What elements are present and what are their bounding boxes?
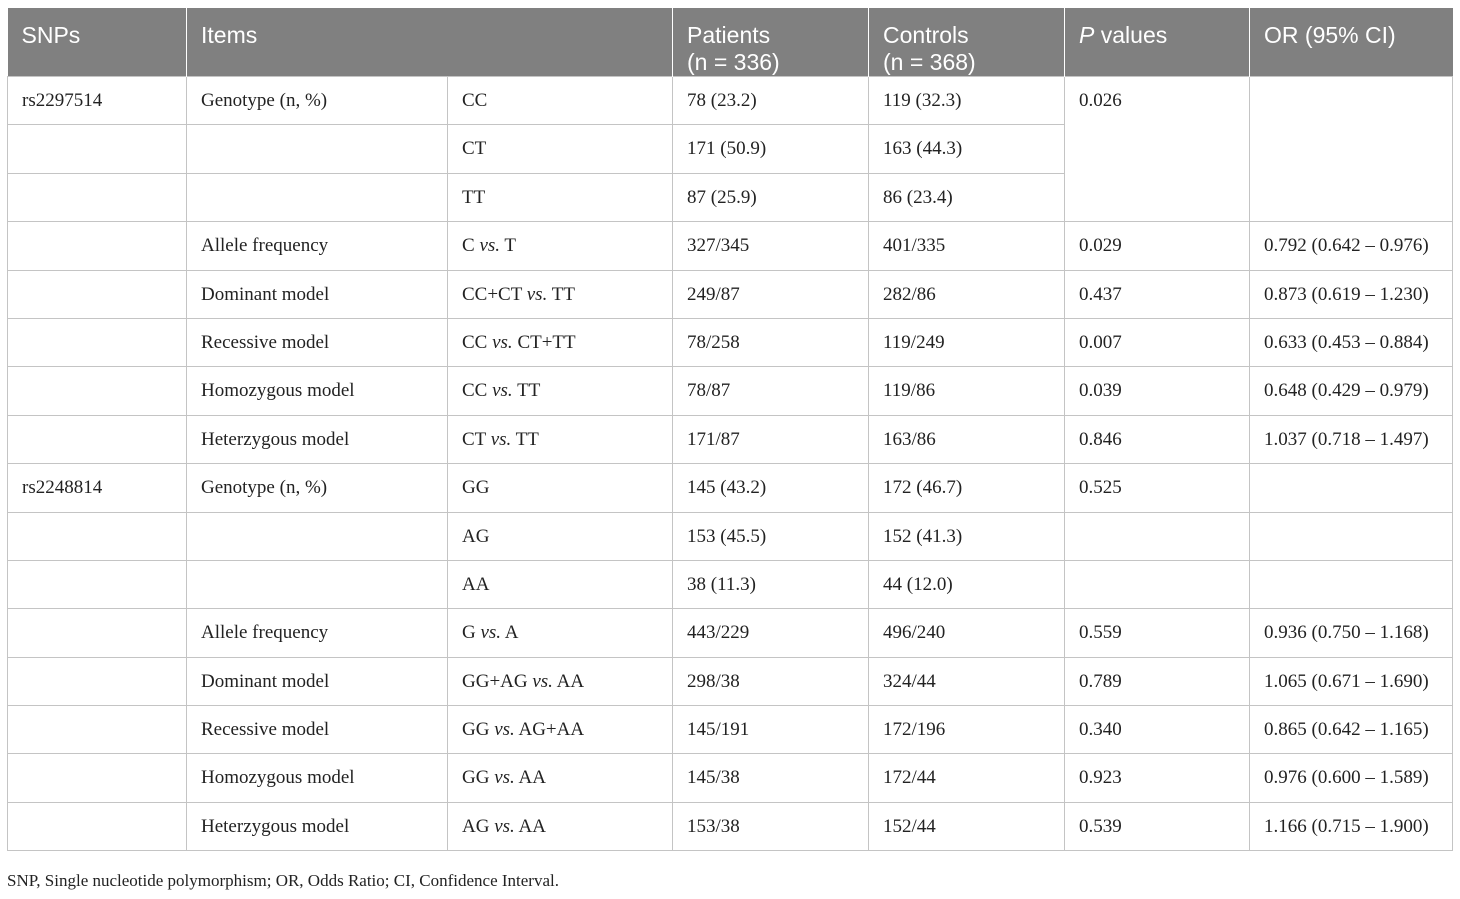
- header-p-italic: P: [1079, 22, 1095, 48]
- item-cell: Homozygous model: [187, 754, 448, 802]
- genotype-label: CC: [462, 380, 493, 402]
- odds-ratio-cell: [1250, 77, 1453, 222]
- genotype-label: CC+CT: [462, 283, 527, 305]
- comparison-cell: [448, 802, 673, 850]
- p-value-cell: [1065, 512, 1250, 560]
- snp-cell: [8, 270, 187, 318]
- patients-cell: 298/38: [673, 657, 869, 705]
- header-controls: [869, 8, 1065, 77]
- genotype-label: AG+AA: [514, 719, 585, 741]
- controls-cell: 496/240: [869, 609, 1065, 657]
- genotype-label: TT: [462, 186, 486, 208]
- controls-cell: 119/86: [869, 367, 1065, 415]
- snp-cell: [8, 657, 187, 705]
- table-row: [8, 802, 1453, 850]
- p-value-cell: 0.923: [1065, 754, 1250, 802]
- table-row: [8, 270, 1453, 318]
- genotype-label: AG: [462, 815, 495, 837]
- patients-cell: 171/87: [673, 415, 869, 463]
- comparison-cell: [448, 512, 673, 560]
- vs-label: vs.: [494, 815, 515, 837]
- snp-cell: [8, 560, 187, 608]
- item-cell: Allele frequency: [187, 609, 448, 657]
- patients-cell: 78 (23.2): [673, 77, 869, 125]
- controls-cell: 401/335: [869, 222, 1065, 270]
- header-items: Items: [187, 8, 673, 77]
- genotype-label: AA: [462, 573, 490, 595]
- table-row: [8, 560, 1453, 608]
- patients-cell: 171 (50.9): [673, 125, 869, 173]
- patients-cell: 153/38: [673, 802, 869, 850]
- vs-label: vs.: [526, 283, 548, 305]
- comparison-cell: [448, 657, 673, 705]
- p-value-cell: 0.029: [1065, 222, 1250, 270]
- controls-cell: 152/44: [869, 802, 1065, 850]
- header-patients-n: (n = 336): [687, 49, 780, 75]
- odds-ratio-cell: 1.065 (0.671 – 1.690): [1250, 657, 1453, 705]
- vs-label: vs.: [479, 235, 501, 257]
- odds-ratio-cell: 0.865 (0.642 – 1.165): [1250, 706, 1453, 754]
- item-cell: Heterzygous model: [187, 415, 448, 463]
- vs-label: vs.: [490, 428, 512, 450]
- table-row: [8, 318, 1453, 366]
- snp-cell: [8, 173, 187, 221]
- snp-cell: [8, 222, 187, 270]
- item-cell: [187, 125, 448, 173]
- p-value-cell: 0.525: [1065, 464, 1250, 512]
- genotype-label: CT: [462, 138, 487, 160]
- comparison-cell: [448, 706, 673, 754]
- item-cell: Dominant model: [187, 270, 448, 318]
- table-row: [8, 222, 1453, 270]
- controls-cell: 324/44: [869, 657, 1065, 705]
- genotype-label: CT: [462, 428, 491, 450]
- odds-ratio-cell: 0.936 (0.750 – 1.168): [1250, 609, 1453, 657]
- table-row: [8, 512, 1453, 560]
- genotype-label: GG+AG: [462, 670, 533, 692]
- item-cell: [187, 560, 448, 608]
- vs-label: vs.: [532, 670, 553, 692]
- controls-cell: 282/86: [869, 270, 1065, 318]
- item-cell: [187, 173, 448, 221]
- comparison-cell: [448, 318, 673, 366]
- genotype-label: CT+TT: [512, 331, 576, 353]
- item-cell: Recessive model: [187, 318, 448, 366]
- vs-label: vs.: [494, 719, 515, 741]
- controls-cell: 119 (32.3): [869, 77, 1065, 125]
- patients-cell: 87 (25.9): [673, 173, 869, 221]
- patients-cell: 327/345: [673, 222, 869, 270]
- p-value-cell: 0.789: [1065, 657, 1250, 705]
- patients-cell: 145/191: [673, 706, 869, 754]
- comparison-cell: [448, 222, 673, 270]
- patients-cell: 145 (43.2): [673, 464, 869, 512]
- p-value-cell: 0.026: [1065, 77, 1250, 222]
- item-cell: Allele frequency: [187, 222, 448, 270]
- p-value-cell: [1065, 560, 1250, 608]
- patients-cell: 38 (11.3): [673, 560, 869, 608]
- comparison-cell: [448, 125, 673, 173]
- genotype-label: TT: [512, 380, 541, 402]
- comparison-cell: [448, 367, 673, 415]
- table-footnote: SNP, Single nucleotide polymorphism; OR, Odds Ratio; CI, Confidence Interval.: [7, 871, 559, 890]
- item-cell: Homozygous model: [187, 367, 448, 415]
- table-row: [8, 415, 1453, 463]
- table-row: [8, 77, 1453, 125]
- snp-cell: [8, 706, 187, 754]
- controls-cell: 172 (46.7): [869, 464, 1065, 512]
- controls-cell: 119/249: [869, 318, 1065, 366]
- header-p-rest: values: [1094, 22, 1168, 48]
- vs-label: vs.: [492, 380, 513, 402]
- controls-cell: 152 (41.3): [869, 512, 1065, 560]
- snp-cell: [8, 609, 187, 657]
- item-cell: Heterzygous model: [187, 802, 448, 850]
- genotype-label: G: [462, 622, 481, 644]
- table-row: [8, 657, 1453, 705]
- p-value-cell: 0.559: [1065, 609, 1250, 657]
- table-row: [8, 706, 1453, 754]
- genotype-label: GG: [462, 477, 490, 499]
- comparison-cell: [448, 560, 673, 608]
- table-row: [8, 754, 1453, 802]
- odds-ratio-cell: 1.166 (0.715 – 1.900): [1250, 802, 1453, 850]
- odds-ratio-cell: 0.976 (0.600 – 1.589): [1250, 754, 1453, 802]
- controls-cell: 86 (23.4): [869, 173, 1065, 221]
- snp-cell: rs2248814: [8, 464, 187, 512]
- controls-cell: 172/196: [869, 706, 1065, 754]
- header-controls-label: Controls: [883, 22, 969, 48]
- patients-cell: 78/87: [673, 367, 869, 415]
- comparison-cell: [448, 415, 673, 463]
- item-cell: [187, 512, 448, 560]
- table-row: [8, 609, 1453, 657]
- genotype-label: AG: [462, 525, 490, 547]
- genotype-label: GG: [462, 719, 495, 741]
- patients-cell: 78/258: [673, 318, 869, 366]
- p-value-cell: 0.340: [1065, 706, 1250, 754]
- comparison-cell: [448, 609, 673, 657]
- header-controls-n: (n = 368): [883, 49, 976, 75]
- genotype-label: T: [500, 235, 517, 257]
- vs-label: vs.: [494, 767, 515, 789]
- header-row: [8, 8, 1453, 77]
- comparison-cell: [448, 270, 673, 318]
- vs-label: vs.: [492, 331, 513, 353]
- genotype-label: AA: [514, 767, 546, 789]
- genotype-label: A: [501, 622, 519, 644]
- genotype-label: TT: [511, 428, 539, 450]
- snp-cell: [8, 125, 187, 173]
- genotype-label: C: [462, 235, 480, 257]
- genotype-label: TT: [547, 283, 575, 305]
- genotype-label: GG: [462, 767, 495, 789]
- odds-ratio-cell: 0.873 (0.619 – 1.230): [1250, 270, 1453, 318]
- odds-ratio-cell: [1250, 512, 1453, 560]
- header-patients-label: Patients: [687, 22, 771, 48]
- header-or: OR (95% CI): [1250, 8, 1453, 77]
- header-p-values: [1065, 8, 1250, 77]
- item-cell: Genotype (n, %): [187, 77, 448, 125]
- snp-cell: [8, 318, 187, 366]
- genotype-label: CC: [462, 90, 488, 111]
- genotype-label: AA: [552, 670, 585, 692]
- controls-cell: 163/86: [869, 415, 1065, 463]
- controls-cell: 163 (44.3): [869, 125, 1065, 173]
- patients-cell: 443/229: [673, 609, 869, 657]
- odds-ratio-cell: 0.648 (0.429 – 0.979): [1250, 367, 1453, 415]
- patients-cell: 249/87: [673, 270, 869, 318]
- odds-ratio-cell: 1.037 (0.718 – 1.497): [1250, 415, 1453, 463]
- table-row: [8, 367, 1453, 415]
- item-cell: Recessive model: [187, 706, 448, 754]
- table-body: [8, 77, 1453, 851]
- genotype-label: CC: [462, 331, 493, 353]
- p-value-cell: 0.437: [1065, 270, 1250, 318]
- snp-cell: [8, 754, 187, 802]
- snp-cell: rs2297514: [8, 77, 187, 125]
- table-row: [8, 464, 1453, 512]
- patients-cell: 153 (45.5): [673, 512, 869, 560]
- snp-cell: [8, 415, 187, 463]
- genotype-label: AA: [514, 815, 546, 837]
- p-value-cell: 0.007: [1065, 318, 1250, 366]
- header-snps: SNPs: [8, 8, 187, 77]
- snp-cell: [8, 802, 187, 850]
- odds-ratio-cell: 0.633 (0.453 – 0.884): [1250, 318, 1453, 366]
- odds-ratio-cell: [1250, 464, 1453, 512]
- item-cell: Genotype (n, %): [187, 464, 448, 512]
- snp-cell: [8, 512, 187, 560]
- p-value-cell: 0.846: [1065, 415, 1250, 463]
- comparison-cell: [448, 464, 673, 512]
- header-patients: [673, 8, 869, 77]
- odds-ratio-cell: 0.792 (0.642 – 0.976): [1250, 222, 1453, 270]
- controls-cell: 44 (12.0): [869, 560, 1065, 608]
- comparison-cell: [448, 77, 673, 125]
- snp-association-table: [7, 8, 1453, 851]
- item-cell: Dominant model: [187, 657, 448, 705]
- patients-cell: 145/38: [673, 754, 869, 802]
- comparison-cell: [448, 754, 673, 802]
- odds-ratio-cell: [1250, 560, 1453, 608]
- comparison-cell: [448, 173, 673, 221]
- snp-cell: [8, 367, 187, 415]
- controls-cell: 172/44: [869, 754, 1065, 802]
- p-value-cell: 0.539: [1065, 802, 1250, 850]
- p-value-cell: 0.039: [1065, 367, 1250, 415]
- vs-label: vs.: [480, 622, 502, 644]
